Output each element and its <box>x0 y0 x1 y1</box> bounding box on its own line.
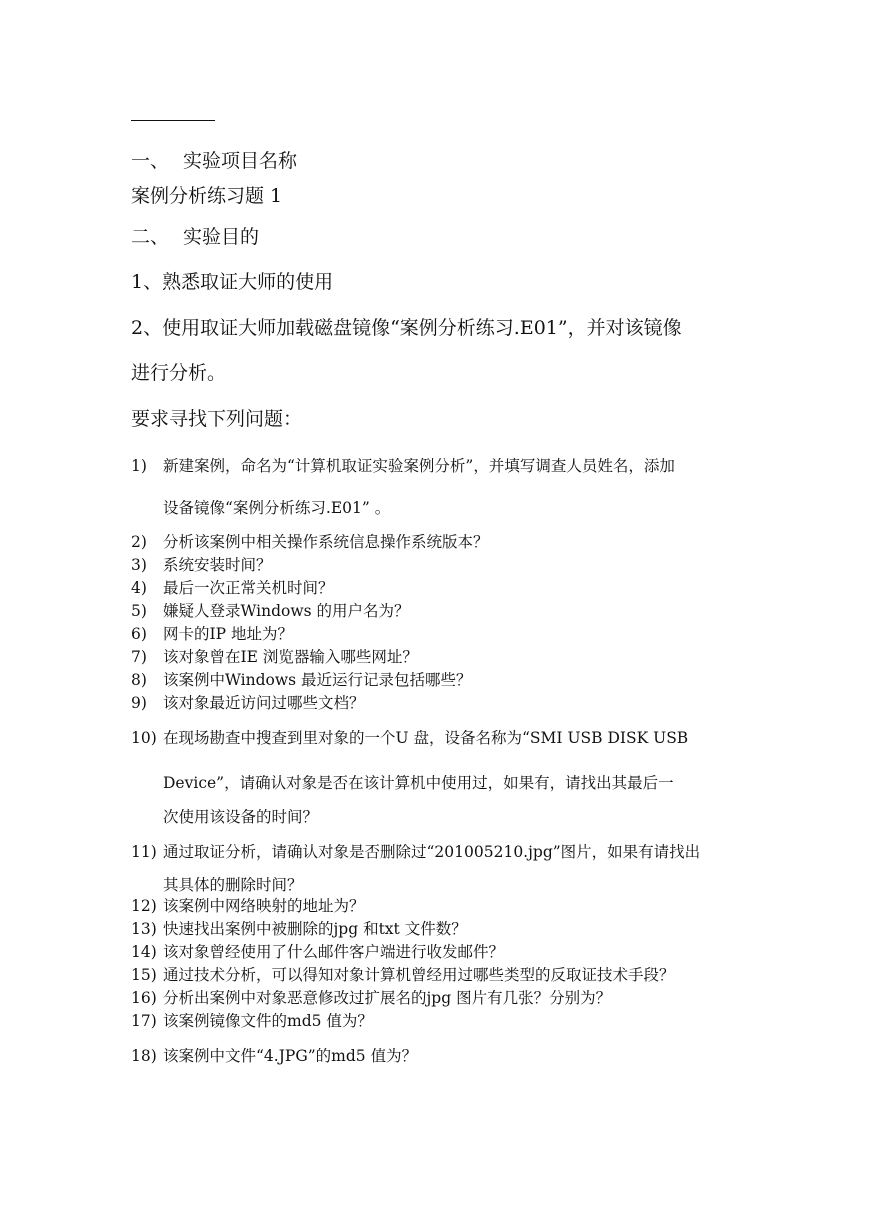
question-text: 在现场勘查中搜查到里对象的一个U 盘，设备名称为“SMI USB DISK USB <box>163 729 689 747</box>
question-continuation: 其具体的删除时间？ <box>163 876 303 894</box>
section-number: 二、 <box>131 226 170 248</box>
question-number: 9) <box>131 694 147 712</box>
question-item <box>131 917 467 939</box>
project-name: 案例分析练习题 1 <box>131 185 283 207</box>
section-heading-1 <box>131 146 297 173</box>
question-text: 该案例中Windows 最近运行记录包括哪些？ <box>163 671 472 689</box>
question-number: 4) <box>131 579 147 597</box>
question-text: 该对象曾经使用了什么邮件客户端进行收发邮件？ <box>163 943 505 961</box>
question-text: 网卡的IP 地址为？ <box>163 625 293 643</box>
question-continuation: 设备镜像“案例分析练习.E01” 。 <box>163 499 391 517</box>
question-item <box>131 1044 417 1066</box>
top-rule <box>131 120 215 121</box>
question-item <box>131 553 272 575</box>
question-text: 通过取证分析，请确认对象是否删除过“201005210.jpg”图片，如果有请找出 <box>163 843 701 861</box>
question-continuation: Device”，请确认对象是否在该计算机中使用过，如果有，请找出其最后一 <box>163 774 674 792</box>
question-item <box>131 940 504 962</box>
objective-line: 进行分析。 <box>131 362 227 384</box>
question-number: 10) <box>131 729 157 747</box>
question-item <box>131 530 489 552</box>
question-item <box>131 454 675 476</box>
question-item <box>131 599 410 621</box>
question-number: 5) <box>131 602 147 620</box>
question-number: 3) <box>131 556 147 574</box>
question-number: 7) <box>131 648 147 666</box>
question-number: 2) <box>131 533 147 551</box>
question-text: 新建案例，命名为“计算机取证实验案例分析”，并填写调查人员姓名，添加 <box>163 457 675 475</box>
question-item <box>131 726 688 748</box>
question-number: 11) <box>131 843 157 861</box>
question-text: 快速找出案例中被删除的jpg 和txt 文件数？ <box>163 920 467 938</box>
question-number: 8) <box>131 671 147 689</box>
question-text: 通过技术分析，可以得知对象计算机曾经用过哪些类型的反取证技术手段？ <box>163 966 675 984</box>
question-number: 12) <box>131 897 157 915</box>
question-number: 16) <box>131 989 157 1007</box>
question-item <box>131 1009 373 1031</box>
question-item <box>131 986 611 1008</box>
question-text: 该案例中文件“4.JPG”的md5 值为？ <box>163 1047 418 1065</box>
question-number: 6) <box>131 625 147 643</box>
question-number: 13) <box>131 920 157 938</box>
question-item <box>131 691 365 713</box>
question-number: 15) <box>131 966 157 984</box>
question-text: 该案例中网络映射的地址为？ <box>163 897 365 915</box>
question-number: 1) <box>131 457 147 475</box>
question-text: 嫌疑人登录Windows 的用户名为？ <box>163 602 410 620</box>
objective-line: 2、使用取证大师加载磁盘镜像“案例分析练习.E01”，并对该镜像 <box>131 317 682 339</box>
question-number: 17) <box>131 1012 157 1030</box>
section-title: 实验项目名称 <box>183 150 298 172</box>
question-item <box>131 894 365 916</box>
question-text: 该对象最近访问过哪些文档？ <box>163 694 365 712</box>
question-item <box>131 963 675 985</box>
objective-line: 1、熟悉取证大师的使用 <box>131 271 334 293</box>
question-text: 该对象曾在IE 浏览器输入哪些网址？ <box>163 648 418 666</box>
question-continuation: 次使用该设备的时间？ <box>163 808 319 826</box>
question-number: 18) <box>131 1047 157 1065</box>
question-text: 最后一次正常关机时间？ <box>163 579 334 597</box>
question-text: 分析出案例中对象恶意修改过扩展名的jpg 图片有几张？分别为？ <box>163 989 612 1007</box>
section-title: 实验目的 <box>183 226 260 248</box>
requirements-heading: 要求寻找下列问题： <box>131 408 303 430</box>
question-item <box>131 622 293 644</box>
question-item <box>131 576 334 598</box>
question-text: 该案例镜像文件的md5 值为？ <box>163 1012 373 1030</box>
question-text: 系统安装时间？ <box>163 556 272 574</box>
question-item <box>131 645 418 667</box>
question-text: 分析该案例中相关操作系统信息操作系统版本？ <box>163 533 489 551</box>
section-number: 一、 <box>131 150 170 172</box>
question-number: 14) <box>131 943 157 961</box>
question-item <box>131 840 700 862</box>
section-heading-2 <box>131 222 259 249</box>
question-item <box>131 668 472 690</box>
